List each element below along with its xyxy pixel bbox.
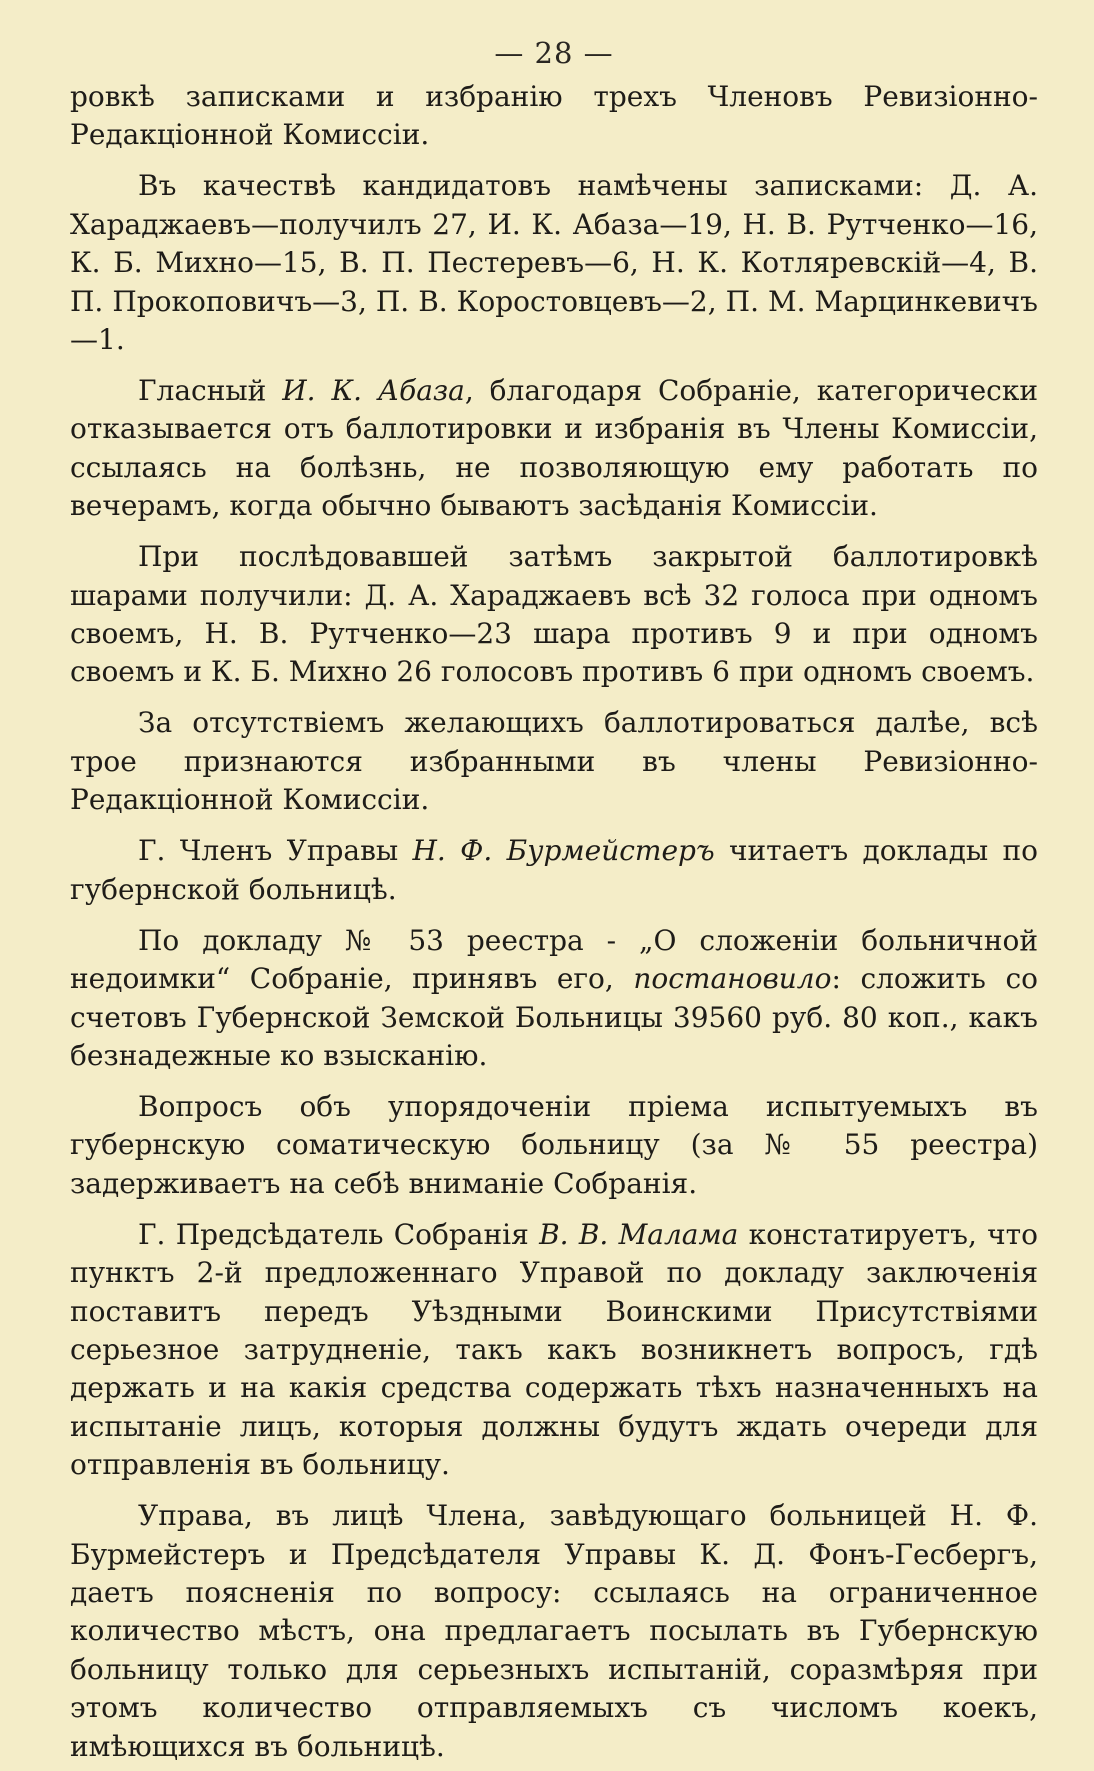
paragraph-2: Въ качествѣ кандидатовъ намѣчены записками: Д. А. Хараджаевъ—получилъ 27, И. К. Абаза—19, Н. В. Рутченко—16, К. Б. Михно—15, В. П. Пестеревъ—6, Н. К. Котляревскій—4, В. П. Прокоповичъ—3, П. В. Коростовцевъ—2, П. М. Марцинкевичъ—1. — [70, 169, 1038, 357]
paragraph-4: При послѣдовавшей затѣмъ закрытой баллотировкѣ шарами получили: Д. А. Хараджаевъ всѣ 32 голоса при одномъ своемъ, Н. В. Рутченко—23 шара противъ 9 и при одномъ своемъ и К. Б. Михно 26 голосовъ противъ 6 при одномъ своемъ. — [70, 540, 1038, 689]
paragraph-1: ровкѣ записками и избранію трехъ Членовъ Ревизіонно-Редакціонной Комиссіи. — [70, 80, 1038, 152]
name-abaza: И. К. Абаза — [282, 374, 465, 408]
paragraph-3-text-end: , благодаря Собраніе, категорически отказывается отъ баллотировки и избранія въ Члены Комиссіи, ссылаясь на болѣзнь, не позволяющую ему работать по вечерамъ, когда обычно бываютъ засѣданія Комиссіи. — [70, 374, 1038, 523]
page-number: — 28 — — [494, 36, 614, 70]
name-burmeister: Н. Ф. Бурмейстеръ — [412, 834, 715, 868]
paragraph-9-text-end: констатируетъ, что пунктъ 2-й предложеннаго Управой по докладу заключенія поставитъ передъ Уѣздными Воинскими Присутствіями серьезное затрудненіе, такъ какъ возникнетъ вопросъ, гдѣ держать и на какія средства содержать тѣхъ назначенныхъ на испытаніе лицъ, которыя должны будутъ ждать очереди для отправленія въ больницу. — [70, 1217, 1039, 1482]
paragraph-3 — [70, 372, 1038, 526]
name-malama: В. В. Малама — [539, 1217, 739, 1251]
paragraph-7-text-end: : сложить со счетовъ Губернской Земской Больницы 39560 руб. 80 коп., какъ безнадежные ко взысканію. — [70, 962, 1038, 1072]
word-postanovilo: постановило — [633, 962, 832, 996]
paragraph-7-text-start: По докладу № 53 реестра - „О сложеніи больничной недоимки“ Собраніе, принявъ его, — [70, 923, 1038, 996]
paragraph-6-text-start: Г. Членъ Управы — [138, 834, 413, 868]
paragraph-6 — [70, 832, 1038, 909]
paragraph-7 — [70, 922, 1038, 1076]
paragraph-10: Управа, въ лицѣ Члена, завѣдующаго больницей Н. Ф. Бурмейстеръ и Предсѣдателя Управы К. Д. Фонъ-Гесбергъ, даетъ поясненія по вопросу: ссылаясь на ограниченное количество мѣстъ, она предлагаетъ посылать въ Губернскую больницу только для серьезныхъ испытаній, соразмѣряя при этомъ количество отправляемыхъ съ числомъ коекъ, имѣющихся въ больницѣ. — [70, 1499, 1038, 1763]
paragraph-6-text-end: читаетъ доклады по губернской больницѣ. — [70, 834, 1038, 906]
paragraph-9 — [70, 1216, 1038, 1485]
paragraph-9-text-start: Г. Предсѣдатель Собранія — [138, 1217, 540, 1251]
paragraph-8: Вопросъ объ упорядоченіи пріема испытуемыхъ въ губернскую соматическую больницу (за № 55 реестра) задерживаетъ на себѣ вниманіе Собранія. — [70, 1089, 1038, 1200]
paragraph-3-text-start: Гласный — [138, 374, 283, 408]
paragraph-5: За отсутствіемъ желающихъ баллотироваться далѣе, всѣ трое признаются избранными въ члены Ревизіонно-Редакціонной Комиссіи. — [70, 706, 1038, 817]
